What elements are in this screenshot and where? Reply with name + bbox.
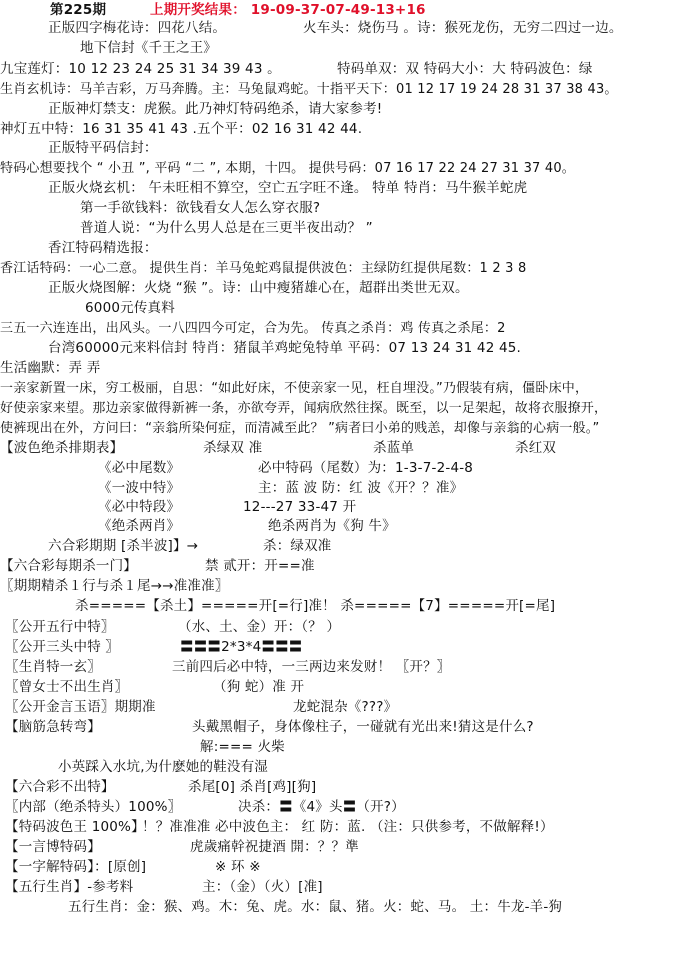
issue-number: 第225期 <box>50 2 107 18</box>
plum-poem: 正版四字梅花诗：四花八结。 <box>48 20 227 36</box>
five-elements-value: （水、土、金）开：（？ ） <box>178 619 341 635</box>
odd-even-size-color: 特码单双：双 特码大小：大 特码波色：绿 <box>337 61 593 77</box>
five-zodiac-value: 主：（金）（火）[准] <box>202 879 323 895</box>
ms-zeng-value: （狗 蛇）准 开 <box>213 679 305 695</box>
lamp-five-numbers: 神灯五中特：16 31 35 41 43 .五个平：02 16 31 42 44. <box>0 121 363 137</box>
kill-one-door-label: 【六合彩每期杀一门】 <box>0 558 137 574</box>
internal-kill-label: 〖内部（绝杀特头）100%〗 <box>5 799 182 815</box>
tail-value: 必中特码（尾数）为：1-3-7-2-4-8 <box>258 460 474 476</box>
five-zodiac-list: 五行生肖：金：猴、鸡。木：兔、虎。水：鼠、猪。火：蛇、马。 土：牛龙-羊-狗 <box>68 899 563 915</box>
wave-label: 《一波中特》 <box>98 480 181 496</box>
golden-words-label: 〖公开金言玉语〗期期准 <box>5 699 156 715</box>
zodiac-one-label: 〖生肖特一玄〗 <box>5 659 101 675</box>
one-char-value: ※ 环 ※ <box>215 859 261 875</box>
tail-label: 《必中尾数》 <box>98 460 181 476</box>
riddle-label: 【脑筋急转弯】 <box>5 719 101 735</box>
last-draw-result: 上期开奖结果： 19-09-37-07-49-13+16 <box>150 2 426 18</box>
train-head: 火车头：烧伤马 。诗：猴死龙伤，无穷二四过一边。 <box>303 20 623 36</box>
fire-mystery: 正版火烧玄机： 午未旺相不算空，空亡五字旺不逢。 特单 特肖：马牛猴羊蛇虎 <box>48 180 528 196</box>
first-hand-material: 第一手欲钱料：欲钱看女人怎么穿衣服? <box>80 200 321 216</box>
lamp-forbidden: 正版神灯禁支：虎猴。此乃神灯特码绝杀，请大家参考! <box>48 101 383 117</box>
half-wave-label: 六合彩期期 [杀半波]】→ <box>48 538 199 554</box>
wave-value: 主：蓝 波 防：红 波《开？？准》 <box>258 480 464 496</box>
zodiac-one-value: 三前四后必中特，一三两边来发财！ 〖开？〗 <box>172 659 451 675</box>
kill-one-door-value: 禁 贰开：开==准 <box>205 558 315 574</box>
one-word-label: 【一言博特码】 <box>5 839 101 855</box>
ms-zeng-label: 〖曾女士不出生肖〗 <box>5 679 129 695</box>
hongkong-selection: 香江特码精选报： <box>48 240 158 256</box>
three-heads-label: 〖公开三头中特 〗 <box>5 639 120 655</box>
hongkong-words: 香江话特码：一心二意。 提供生肖：羊马兔蛇鸡鼠提供波色：主绿防红提供尾数：1 2 3 8 <box>0 261 527 276</box>
three-heads-value: 〓〓〓2*3*4〓〓〓 <box>180 639 303 655</box>
kill-two-label: 《绝杀两肖》 <box>98 518 181 534</box>
riddle-answer: 解:=== 火柴 <box>200 739 285 755</box>
no-special-label: 【六合彩不出特】 <box>5 779 115 795</box>
humor-line-1: 一亲家新置一床，穷工极丽，自思：“如此好床，不使亲家一见，枉自埋没。”乃假装有病，僵卧床中， <box>0 381 589 396</box>
kill-red: 杀红双 <box>515 440 557 456</box>
kill-one-element-title: 〖期期精杀１行与杀１尾→→准准准〗 <box>0 578 229 594</box>
kill-earth-line: 杀=====【杀土】=====开[=行]准！ 杀=====【7】=====开[=尾] <box>75 598 556 614</box>
no-special-value: 杀尾[0] 杀肖[鸡][狗] <box>188 779 317 795</box>
one-char-label: 【一字解特码】：[原创] <box>5 859 147 875</box>
humor-title: 生活幽默：弄 弄 <box>0 360 101 376</box>
half-wave-value: 杀：绿双准 <box>263 538 332 554</box>
fire-diagram: 正版火烧图解：火烧 “猴 ”。诗：山中瘦猪雄心在，超群出类世无双。 <box>48 280 469 296</box>
wave-table-title: 【波色绝杀排期表】 <box>0 440 124 456</box>
humor-line-2: 好使亲家来望。那边亲家做得新裤一条，亦欲夸弄，闻病欣然往探。既至，以一足架起，故将衣服撩开， <box>0 401 608 416</box>
zodiac-poem: 生肖玄机诗：马羊吉彩，万马奔腾。主：马兔鼠鸡蛇。十指平天下：01 12 17 19 24 28 31 37 38 43。 <box>0 82 618 97</box>
special-wish: 特码心想要找个 “ 小丑 ”, 平码 “二 ”, 本期，十四。 提供号码：07 16 17 22 24 27 31 37 40。 <box>0 161 575 176</box>
golden-words-value: 龙蛇混杂《???》 <box>293 699 398 715</box>
one-word-value: 虎歲痛幹祝捷酒 開：？？準 <box>190 839 359 855</box>
wave-king-label: 【特码波色王 100%】 <box>5 819 145 835</box>
segment-label: 《必中特段》 <box>98 499 181 515</box>
riddle-question: 头戴黑帽子，身体像柱子，一碰就有光出来!猜这是什么? <box>192 719 534 735</box>
person-says: 普道人说：“为什么男人总是在三更半夜出动？ ” <box>80 220 373 236</box>
underground-envelope: 地下信封《千王之王》 <box>80 40 217 56</box>
taiwan-material: 台湾60000元来料信封 特肖：猪鼠羊鸡蛇兔特单 平码：07 13 24 31 42 45. <box>48 340 522 356</box>
kill-blue: 杀蓝单 <box>373 440 415 456</box>
internal-kill-value: 决杀：〓《4》头〓（开?） <box>238 799 405 815</box>
fax-content: 三五一六连连出，出风头。一八四四今可定，合为先。 传真之杀肖：鸡 传真之杀尾：2 <box>0 321 506 336</box>
segment-value: 12---27 33-47 开 <box>243 499 357 515</box>
envelope-title: 正版特平码信封： <box>48 140 158 156</box>
kill-green: 杀绿双 准 <box>203 440 263 456</box>
kill-two-value: 绝杀两肖为《狗 牛》 <box>268 518 396 534</box>
humor-line-3: 使裤现出在外，方问曰：“亲翁所染何症，而清减至此？ ”病者曰小弟的贱恙，却像与亲翁的心病一般。” <box>0 421 600 436</box>
fax-material: 6000元传真料 <box>85 300 175 316</box>
wave-king-value: ！？准准准 必中波色主： 红 防：蓝. （注：只供参考，不做解释!） <box>142 819 554 835</box>
five-zodiac-label: 【五行生肖】-参考料 <box>5 879 134 895</box>
five-elements-label: 〖公开五行中特〗 <box>5 619 115 635</box>
riddle-two: 小英踩入水坑,为什麽她的鞋没有湿 <box>58 759 268 775</box>
nine-lotus-lamp: 九宝莲灯：10 12 23 24 25 31 34 39 43 。 <box>0 61 281 77</box>
